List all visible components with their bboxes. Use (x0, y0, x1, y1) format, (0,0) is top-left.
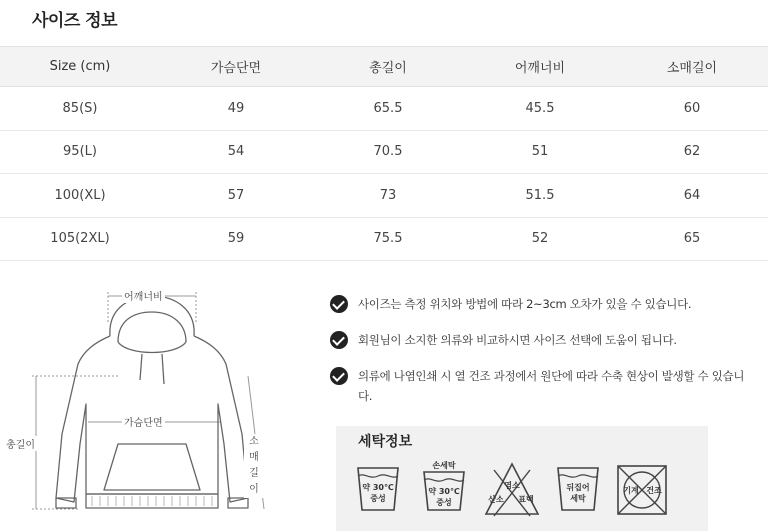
table-cell: 51.5 (464, 174, 616, 218)
check-circle-icon (330, 367, 348, 385)
hand-wash-temp: 약 30℃ (428, 487, 460, 496)
table-cell: 75.5 (312, 217, 464, 261)
table-cell: 64 (616, 174, 768, 218)
no-tumble-dry-machine: 기계 (623, 486, 639, 495)
size-table (0, 46, 768, 261)
table-cell: 65.5 (312, 87, 464, 131)
hoodie-measurement-diagram (0, 284, 300, 531)
header-sleeve: 소매길이 (616, 47, 768, 87)
table-row (0, 87, 768, 131)
table-row (0, 130, 768, 174)
header-chest: 가슴단면 (160, 47, 312, 87)
chest-width-label: 가슴단면 (122, 414, 165, 429)
table-cell: 65 (616, 217, 768, 261)
no-tumble-dry-icon (614, 462, 670, 522)
sleeve-length-label: 소매길이 (244, 434, 264, 498)
list-item (330, 330, 750, 350)
note-text: 회원님이 소지한 의류와 비교하시면 사이즈 선택에 도움이 됩니다. (358, 333, 677, 347)
table-cell: 57 (160, 174, 312, 218)
machine-wash-detergent: 중성 (370, 494, 386, 503)
inside-out-text-top: 뒤집어 (566, 483, 590, 492)
table-cell: 85(S) (0, 87, 160, 131)
table-cell: 51 (464, 130, 616, 174)
machine-wash-icon (354, 462, 402, 518)
table-cell: 49 (160, 87, 312, 131)
list-item (330, 366, 750, 406)
header-size: Size (cm) (0, 47, 160, 87)
table-cell: 52 (464, 217, 616, 261)
table-row (0, 217, 768, 261)
no-bleach-icon (484, 462, 540, 522)
care-title: 세탁정보 (358, 434, 413, 450)
shoulder-width-label: 어깨너비 (122, 288, 165, 303)
hand-wash-icon (420, 462, 468, 518)
table-cell: 105(2XL) (0, 217, 160, 261)
no-bleach-chlorine: 염소 (504, 481, 520, 490)
table-cell: 73 (312, 174, 464, 218)
table-cell: 54 (160, 130, 312, 174)
table-cell: 95(L) (0, 130, 160, 174)
inside-out-wash-icon (554, 462, 602, 518)
table-cell: 59 (160, 217, 312, 261)
header-length: 총길이 (312, 47, 464, 87)
total-length-label: 총길이 (4, 436, 37, 451)
table-cell: 70.5 (312, 130, 464, 174)
no-bleach-oxygen: 산소 (488, 495, 504, 504)
page-title: 사이즈 정보 (32, 11, 118, 31)
table-row (0, 174, 768, 218)
inside-out-text-bottom: 세탁 (570, 494, 586, 503)
header-shoulder: 어깨너비 (464, 47, 616, 87)
no-tumble-dry-dry: 건조 (646, 486, 662, 495)
machine-wash-temp: 약 30℃ (362, 483, 394, 492)
table-cell: 100(XL) (0, 174, 160, 218)
hand-wash-detergent: 중성 (436, 498, 452, 507)
hand-wash-label: 손세탁 (432, 461, 456, 470)
table-cell: 45.5 (464, 87, 616, 131)
care-info-box (336, 426, 708, 531)
note-text: 사이즈는 측정 위치와 방법에 따라 2~3cm 오차가 있을 수 있습니다. (358, 297, 692, 311)
note-text: 의류에 나염인쇄 시 열 건조 과정에서 원단에 따라 수축 현상이 발생할 수 있습니다. (358, 369, 745, 403)
notes-list (330, 294, 750, 422)
check-circle-icon (330, 331, 348, 349)
no-bleach-bleach: 표백 (518, 495, 534, 504)
list-item (330, 294, 750, 314)
table-cell: 60 (616, 87, 768, 131)
table-cell: 62 (616, 130, 768, 174)
table-header-row (0, 47, 768, 87)
check-circle-icon (330, 295, 348, 313)
